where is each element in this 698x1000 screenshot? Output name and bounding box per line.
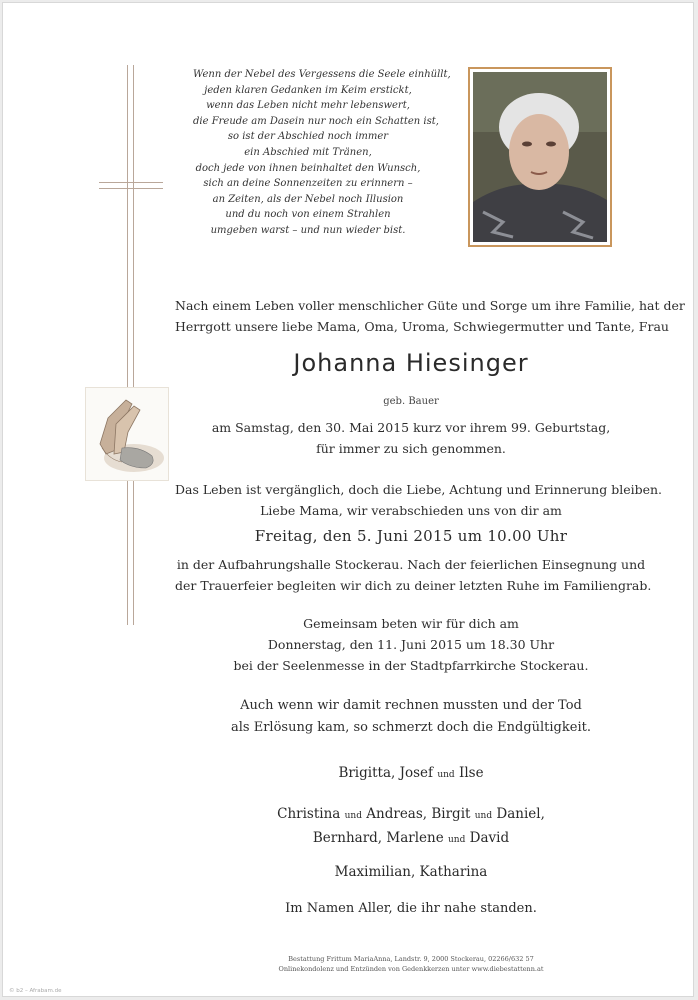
text-line: in der Aufbahrungshalle Stockerau. Nach der feierlichen Einsegnung und	[176, 557, 646, 572]
family-line	[175, 864, 647, 880]
text-line: Gemeinsam beten wir für dich am	[303, 616, 519, 631]
family-names: Maximilian, Katharina	[334, 864, 488, 880]
poem-line: doch jede von ihnen beinhaltet den Wunsch,	[195, 162, 421, 174]
text-line: als Erlösung kam, so schmerzt doch die Endgültigkeit.	[231, 720, 591, 735]
portrait-photo	[473, 72, 607, 242]
cross-line	[99, 182, 163, 183]
poem-line: Wenn der Nebel des Vergessens die Seele einhüllt,	[193, 69, 451, 80]
poem-line: ein Abschied mit Tränen,	[244, 146, 372, 158]
family-and: und	[344, 811, 362, 821]
poem-line: und du noch von einem Strahlen	[225, 209, 391, 221]
text-line: Das Leben ist vergänglich, doch die Liebe, Achtung und Erinnerung bleiben.	[175, 482, 663, 497]
funeral-place-text	[175, 554, 652, 596]
poem-line: die Freude am Dasein nur noch ein Schatten ist,	[193, 115, 439, 127]
cross-line	[133, 65, 134, 625]
family-and: und	[437, 770, 455, 780]
poem-line: wenn das Leben nicht mehr lebenswert,	[206, 100, 410, 112]
deceased-name: Johanna Hiesinger	[293, 349, 529, 377]
signoff-text: Im Namen Aller, die ihr nahe standen.	[285, 901, 537, 916]
family-names: Ilse	[458, 765, 484, 781]
maiden-name: geb. Bauer	[383, 396, 439, 407]
family-and: und	[474, 811, 493, 821]
footer-line: Onlinekondolenz und Entzünden von Gedenkkerzen unter www.diebestattenn.at	[278, 965, 544, 973]
poem-line: sich an deine Sonnenzeiten zu erinnern –	[203, 178, 413, 190]
poem-line: so ist der Abschied noch immer	[227, 131, 389, 143]
closing-text	[175, 695, 647, 739]
family-names: David	[469, 830, 510, 846]
text-line: der Trauerfeier begleiten wir dich zu deiner letzten Ruhe im Familiengrab.	[175, 578, 652, 593]
text-line: für immer zu sich genommen.	[316, 441, 506, 456]
family-names: Christina	[277, 806, 341, 822]
text-line: Nach einem Leben voller menschlicher Güte und Sorge um ihre Familie, hat der	[175, 298, 685, 313]
poem-line: umgeben warst – und nun wieder bist.	[210, 224, 406, 236]
text-line: bei der Seelenmesse in der Stadtpfarrkirche Stockerau.	[233, 658, 589, 673]
family-and: und	[447, 835, 466, 845]
death-text	[175, 417, 647, 459]
intro-text	[175, 295, 685, 337]
family-names: Andreas, Birgit	[366, 806, 471, 822]
text-line: Auch wenn wir damit rechnen mussten und der Tod	[240, 698, 582, 713]
family-names: Bernhard, Marlene	[312, 830, 444, 846]
text-line: Herrgott unsere liebe Mama, Oma, Uroma, Schwiegermutter und Tante, Frau	[175, 319, 669, 334]
mass-text	[175, 613, 647, 676]
cross-line	[127, 65, 128, 625]
footer	[175, 954, 647, 974]
praying-hands-image	[85, 387, 169, 481]
farewell-text	[175, 479, 663, 521]
footer-line: Bestattung Frittum MariaAnna, Landstr. 9, 2000 Stockerau, 02266/632 57	[288, 955, 534, 963]
portrait-frame	[468, 67, 612, 247]
poem-line: jeden klaren Gedanken im Keim erstickt,	[204, 84, 412, 96]
funeral-date: Freitag, den 5. Juni 2015 um 10.00 Uhr	[254, 527, 568, 545]
signoff	[175, 901, 647, 916]
cross-line	[99, 188, 163, 189]
text-line: am Samstag, den 30. Mai 2015 kurz vor ihrem 99. Geburtstag,	[211, 420, 611, 435]
watermark: © b2 – Afrabam.de	[9, 988, 62, 994]
family-names: Daniel,	[496, 806, 545, 822]
family-line	[175, 803, 647, 851]
family-names: Brigitta, Josef	[338, 765, 434, 781]
poem-line: an Zeiten, als der Nebel noch Illusion	[212, 193, 404, 205]
poem	[193, 67, 451, 239]
text-line: Liebe Mama, wir verabschieden uns von dir am	[260, 503, 562, 518]
family-line	[175, 765, 647, 781]
text-line: Donnerstag, den 11. Juni 2015 um 18.30 Uhr	[267, 637, 555, 652]
obituary-sheet	[2, 2, 694, 997]
